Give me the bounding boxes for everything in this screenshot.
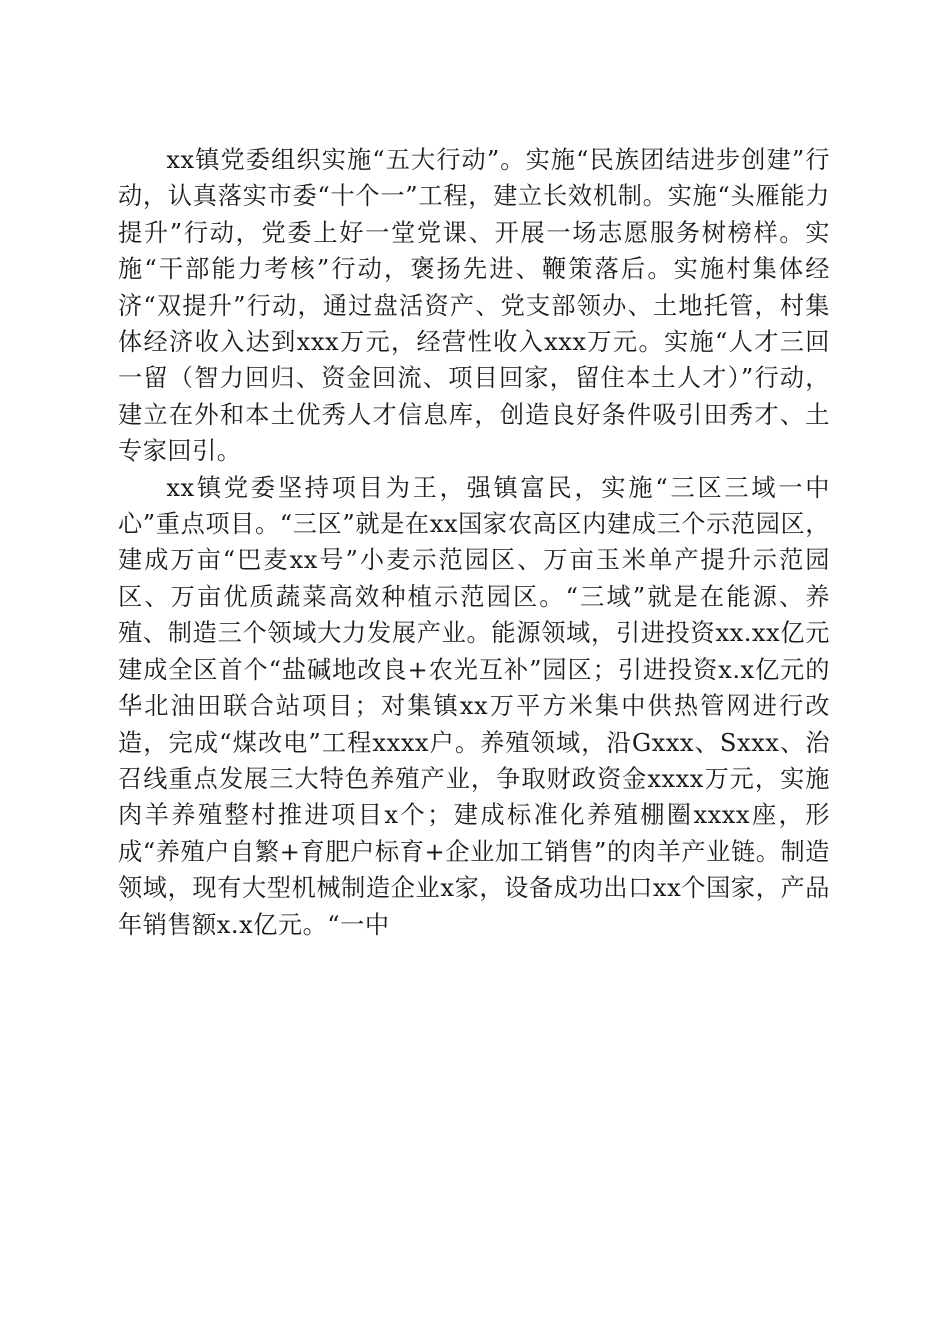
document-body <box>118 142 830 943</box>
paragraph-key-projects: xx镇党委坚持项目为王，强镇富民，实施“三区三域一中心”重点项目。“三区”就是在xx国家农高区内建成三个示范园区，建成万亩“巴麦xx号”小麦示范园区、万亩玉米单产提升示范园区、万亩优质蔬菜高效种植示范园区。“三域”就是在能源、养殖、制造三个领域大力发展产业。能源领域，引进投资xx.xx亿元建成全区首个“盐碱地改良+农光互补”园区；引进投资x.x亿元的华北油田联合站项目；对集镇xx万平方米集中供热管网进行改造，完成“煤改电”工程xxxx户。养殖领域，沿Gxxx、Sxxx、治召线重点发展三大特色养殖产业，争取财政资金xxxx万元，实施肉羊养殖整村推进项目x个；建成标准化养殖棚圈xxxx座，形成“养殖户自繁+育肥户标育+企业加工销售”的肉羊产业链。制造领域，现有大型机械制造企业x家，设备成功出口xx个国家，产品年销售额x.x亿元。“一中 <box>118 473 830 939</box>
paragraph-five-actions: xx镇党委组织实施“五大行动”。实施“民族团结进步创建”行动，认真落实市委“十个一”工程，建立长效机制。实施“头雁能力提升”行动，党委上好一堂党课、开展一场志愿服务树榜样。实施“干部能力考核”行动，褒扬先进、鞭策落后。实施村集体经济“双提升”行动，通过盘活资产、党支部领办、土地托管，村集体经济收入达到xxx万元，经营性收入xxx万元。实施“人才三回一留（智力回归、资金回流、项目回家，留住本土人才）”行动，建立在外和本土优秀人才信息库，创造良好条件吸引田秀才、土专家回引。 <box>118 146 830 466</box>
